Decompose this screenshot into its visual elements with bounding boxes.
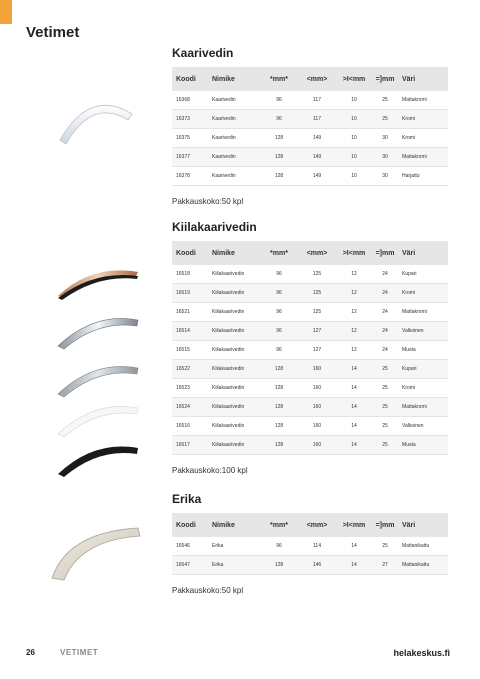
kiilakaarivedin-white-handle-image (52, 400, 142, 440)
package-size: Pakkauskoko:50 kpl (172, 197, 244, 206)
table-cell: Kupari (398, 265, 448, 284)
section-title: Kiilakaarivedin (172, 220, 257, 234)
table-cell: Kromi (398, 129, 448, 148)
table-cell: Erika (208, 556, 260, 575)
section-kiilakaarivedin (172, 220, 448, 475)
table-cell: Kupari (398, 360, 448, 379)
table-cell: 14 (336, 360, 372, 379)
table-row (172, 537, 448, 556)
table-row (172, 303, 448, 322)
table-cell: 16368 (172, 91, 208, 110)
table-cell: 125 (298, 284, 336, 303)
column-header: Väri (398, 241, 448, 265)
table-cell: 117 (298, 110, 336, 129)
table-cell: 14 (336, 436, 372, 455)
table-cell: 16514 (172, 322, 208, 341)
table-cell: Kaarivedin (208, 167, 260, 186)
table-cell: 16378 (172, 167, 208, 186)
table-header-row (172, 67, 448, 91)
product-table (172, 513, 448, 575)
table-cell: Kiilakaarivedin (208, 265, 260, 284)
column-header: *mm* (260, 67, 298, 91)
table-cell: Kiilakaarivedin (208, 322, 260, 341)
table-row (172, 360, 448, 379)
table-cell: Harjattu (398, 167, 448, 186)
column-header: Koodi (172, 241, 208, 265)
footer-section-label: VETIMET (60, 648, 99, 657)
table-cell: 16522 (172, 360, 208, 379)
table-cell: 125 (298, 265, 336, 284)
table-cell: 14 (336, 398, 372, 417)
table-cell: 24 (372, 341, 398, 360)
table-cell: 128 (260, 167, 298, 186)
kiilakaarivedin-copper-black-handle-image (52, 262, 142, 302)
table-row (172, 398, 448, 417)
kiilakaarivedin-chrome-handle-image (52, 312, 142, 352)
table-cell: Kaarivedin (208, 110, 260, 129)
table-row (172, 436, 448, 455)
table-cell: Kiilakaarivedin (208, 303, 260, 322)
table-cell: 128 (260, 436, 298, 455)
table-cell: 16519 (172, 284, 208, 303)
section-title: Erika (172, 492, 202, 506)
column-header: >I<mm (336, 241, 372, 265)
column-header: =]mm (372, 513, 398, 537)
table-cell: 10 (336, 167, 372, 186)
table-header-row (172, 241, 448, 265)
table-cell: Mattanikattu (398, 537, 448, 556)
section-erika (172, 492, 448, 595)
table-cell: 16518 (172, 265, 208, 284)
table-row (172, 341, 448, 360)
table-row (172, 91, 448, 110)
product-table (172, 67, 448, 186)
table-cell: 14 (336, 556, 372, 575)
table-cell: 25 (372, 110, 398, 129)
table-cell: Kaarivedin (208, 129, 260, 148)
table-cell: 16377 (172, 148, 208, 167)
table-cell: 16524 (172, 398, 208, 417)
table-cell: 128 (260, 556, 298, 575)
table-cell: 24 (372, 284, 398, 303)
table-cell: Kiilakaarivedin (208, 379, 260, 398)
table-cell: Mattanikattu (398, 556, 448, 575)
kaarivedin-white-handle-image (52, 94, 138, 150)
table-cell: 24 (372, 303, 398, 322)
accent-bar (0, 0, 12, 24)
table-cell: Kiilakaarivedin (208, 341, 260, 360)
table-cell: 16515 (172, 341, 208, 360)
table-cell: 16521 (172, 303, 208, 322)
table-cell: 16373 (172, 110, 208, 129)
table-cell: 12 (336, 284, 372, 303)
package-size: Pakkauskoko:50 kpl (172, 586, 244, 595)
table-header-row (172, 513, 448, 537)
table-cell: Kaarivedin (208, 91, 260, 110)
table-row (172, 556, 448, 575)
table-cell: Mattakromi (398, 398, 448, 417)
column-header: >I<mm (336, 67, 372, 91)
column-header: Koodi (172, 67, 208, 91)
column-header: *mm* (260, 513, 298, 537)
table-cell: 128 (260, 398, 298, 417)
table-cell: 27 (372, 556, 398, 575)
table-cell: 24 (372, 265, 398, 284)
column-header: Nimike (208, 513, 260, 537)
table-cell: 96 (260, 110, 298, 129)
table-cell: Kiilakaarivedin (208, 398, 260, 417)
table-cell: 96 (260, 303, 298, 322)
table-cell: 16517 (172, 436, 208, 455)
website-link[interactable]: helakeskus.fi (393, 648, 450, 658)
column-header: =]mm (372, 67, 398, 91)
table-cell: Kiilakaarivedin (208, 436, 260, 455)
table-cell: Musta (398, 436, 448, 455)
table-row (172, 148, 448, 167)
table-cell: 30 (372, 148, 398, 167)
table-cell: Kiilakaarivedin (208, 417, 260, 436)
table-row (172, 322, 448, 341)
table-cell: 25 (372, 360, 398, 379)
table-cell: 14 (336, 379, 372, 398)
table-cell: 96 (260, 341, 298, 360)
column-header: Koodi (172, 513, 208, 537)
kiilakaarivedin-mattechrome-handle-image (52, 360, 142, 400)
table-cell: 125 (298, 303, 336, 322)
table-cell: 16375 (172, 129, 208, 148)
table-cell: 25 (372, 398, 398, 417)
table-cell: 96 (260, 537, 298, 556)
table-cell: Mattakromi (398, 303, 448, 322)
page-title: Vetimet (26, 24, 80, 41)
table-row (172, 284, 448, 303)
table-cell: 12 (336, 322, 372, 341)
table-cell: 12 (336, 265, 372, 284)
column-header: <mm> (298, 513, 336, 537)
table-cell: 117 (298, 91, 336, 110)
table-cell: 114 (298, 537, 336, 556)
table-cell: 149 (298, 167, 336, 186)
table-cell: 146 (298, 556, 336, 575)
table-cell: 149 (298, 129, 336, 148)
table-cell: 127 (298, 322, 336, 341)
table-cell: 24 (372, 322, 398, 341)
table-cell: 25 (372, 379, 398, 398)
table-cell: 25 (372, 91, 398, 110)
table-cell: 25 (372, 537, 398, 556)
column-header: Väri (398, 513, 448, 537)
table-cell: 149 (298, 148, 336, 167)
table-cell: 16523 (172, 379, 208, 398)
table-cell: Valkoinen (398, 417, 448, 436)
section-kaarivedin (172, 46, 448, 206)
table-cell: 16547 (172, 556, 208, 575)
table-cell: 128 (260, 129, 298, 148)
table-cell: 128 (260, 379, 298, 398)
table-cell: 96 (260, 265, 298, 284)
kiilakaarivedin-black-handle-image (52, 440, 142, 480)
footer (0, 648, 480, 664)
table-cell: Kromi (398, 284, 448, 303)
table-cell: Kaarivedin (208, 148, 260, 167)
table-cell: 25 (372, 417, 398, 436)
product-table (172, 241, 448, 455)
table-cell: 10 (336, 148, 372, 167)
column-header: >I<mm (336, 513, 372, 537)
table-cell: 160 (298, 360, 336, 379)
table-cell: Valkoinen (398, 322, 448, 341)
table-cell: 160 (298, 417, 336, 436)
table-cell: 25 (372, 436, 398, 455)
table-cell: 96 (260, 322, 298, 341)
table-cell: Kromi (398, 379, 448, 398)
table-cell: 30 (372, 167, 398, 186)
table-cell: Musta (398, 341, 448, 360)
table-cell: 160 (298, 379, 336, 398)
table-cell: 12 (336, 341, 372, 360)
table-row (172, 110, 448, 129)
table-cell: 128 (260, 417, 298, 436)
table-cell: 14 (336, 417, 372, 436)
table-row (172, 417, 448, 436)
column-header: *mm* (260, 241, 298, 265)
table-cell: Mattakromi (398, 148, 448, 167)
table-cell: Mattakromi (398, 91, 448, 110)
column-header: Nimike (208, 67, 260, 91)
table-cell: 10 (336, 129, 372, 148)
table-cell: 16546 (172, 537, 208, 556)
table-row (172, 379, 448, 398)
column-header: <mm> (298, 241, 336, 265)
table-cell: 128 (260, 360, 298, 379)
column-header: =]mm (372, 241, 398, 265)
table-row (172, 265, 448, 284)
table-cell: 160 (298, 398, 336, 417)
table-cell: 10 (336, 110, 372, 129)
package-size: Pakkauskoko:100 kpl (172, 466, 248, 475)
table-cell: Kromi (398, 110, 448, 129)
erika-handle-image (46, 522, 146, 584)
table-cell: 30 (372, 129, 398, 148)
table-cell: 14 (336, 537, 372, 556)
table-cell: Kiilakaarivedin (208, 360, 260, 379)
table-cell: 16516 (172, 417, 208, 436)
table-cell: 96 (260, 284, 298, 303)
section-title: Kaarivedin (172, 46, 234, 60)
table-cell: 128 (260, 148, 298, 167)
table-cell: 127 (298, 341, 336, 360)
table-cell: 96 (260, 91, 298, 110)
table-cell: 10 (336, 91, 372, 110)
page-number: 26 (26, 648, 35, 657)
table-cell: 12 (336, 303, 372, 322)
table-cell: Erika (208, 537, 260, 556)
table-cell: Kiilakaarivedin (208, 284, 260, 303)
table-cell: 160 (298, 436, 336, 455)
table-row (172, 167, 448, 186)
table-row (172, 129, 448, 148)
column-header: Väri (398, 67, 448, 91)
column-header: <mm> (298, 67, 336, 91)
column-header: Nimike (208, 241, 260, 265)
